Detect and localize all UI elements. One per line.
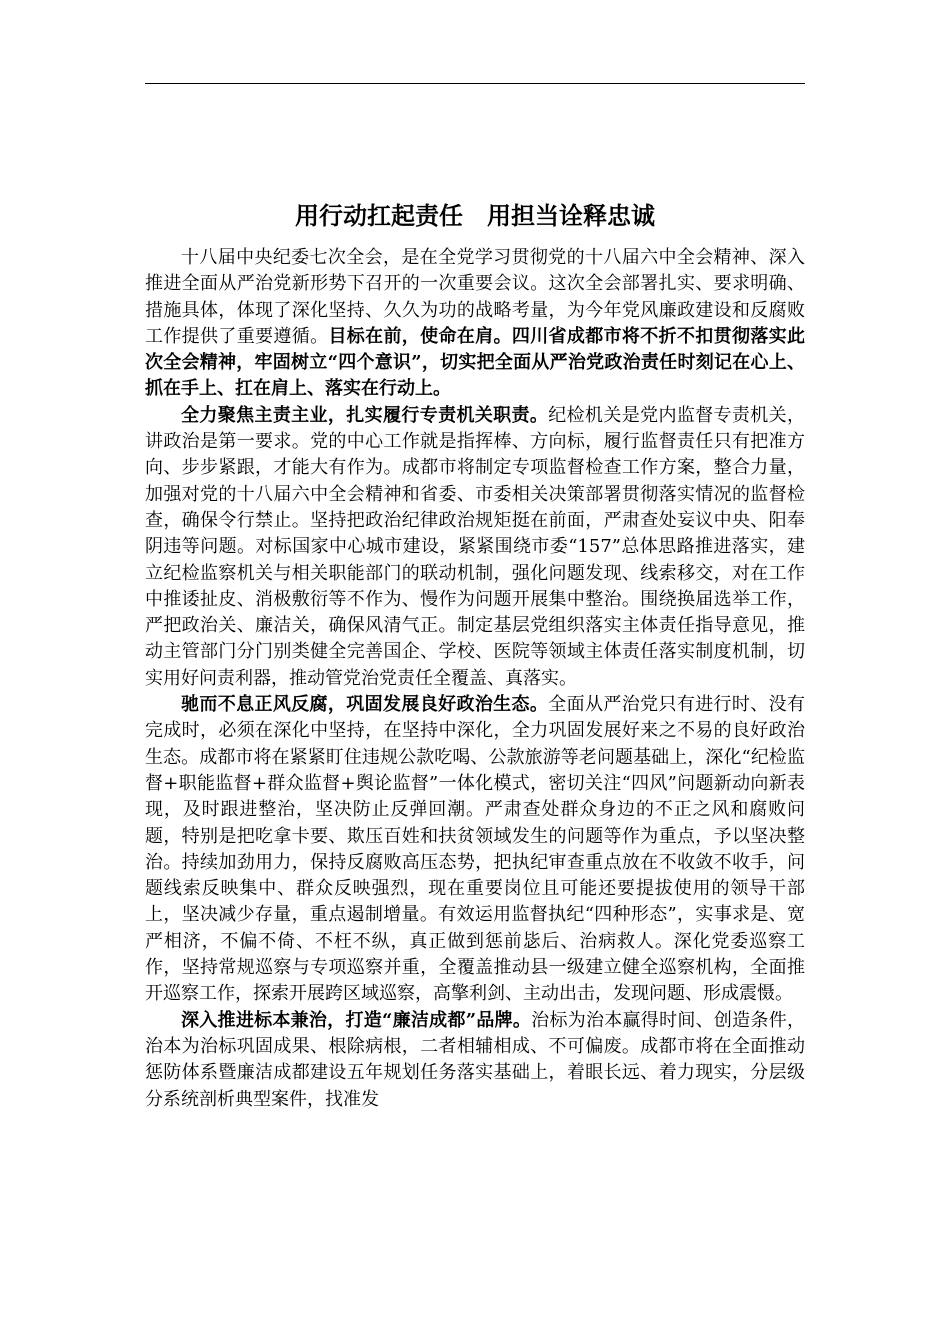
paragraph-section-3 bbox=[145, 1008, 805, 1113]
header-rule bbox=[145, 83, 805, 84]
paragraph-text: 十八届中央纪委七次全会，是在全党学习贯彻党的十八届六中全会精神、深入推进全面从严治党新形势下召开的一次重要会议。这次全会部署扎实、要求明确、措施具体，体现了深化坚持、久久为功的战略考量，为今年党风廉政建设和反腐败工作提供了重要遵循。 bbox=[145, 247, 805, 347]
paragraph-text: 纪检机关是党内监督专责机关，讲政治是第一要求。党的中心工作就是指挥棒、方向标，履行监督责任只有把准方向、步步紧跟，才能大有作为。成都市将制定专项监督检查工作方案，整合力量，加强对党的十八届六中全会精神和省委、市委相关决策部署贯彻落实情况的监督检查，确保令行禁止。坚持把政治纪律政治规矩挺在前面，严肃查处妄议中央、阳奉阴违等问题。对标国家中心城市建设，紧紧围绕市委“157”总体思路推进落实，建立纪检监察机关与相关职能部门的联动机制，强化问题发现、线索移交，对在工作中推诿扯皮、消极敷衍等不作为、慢作为问题开展集中整治。围绕换届选举工作，严把政治关、廉洁关，确保风清气正。制定基层党组织落实主体责任指导意见，推动主管部门分门别类健全完善国企、学校、医院等领域主体责任落实制度机制，切实用好问责利器，推动管党治党责任全覆盖、真落实。 bbox=[145, 404, 806, 689]
paragraph-text: 全面从严治党只有进行时、没有完成时，必须在深化中坚持，在坚持中深化，全力巩固发展好来之不易的良好政治生态。成都市将在紧紧盯住违规公款吃喝、公款旅游等老问题基础上，深化“纪检监督+职能监督+群众监督+舆论监督”一体化模式，密切关注“四风”问题新动向新表现，及时跟进整治，坚决防止反弹回潮。严肃查处群众身边的不正之风和腐败问题，特别是把吃拿卡要、欺压百姓和扶贫领域发生的问题等作为重点，予以坚决整治。持续加劲用力，保持反腐败高压态势，把执纪审查重点放在不收敛不收手，问题线索反映集中、群众反映强烈，现在重要岗位且可能还要提拔使用的领导干部上，坚决减少存量，重点遏制增量。有效运用监督执纪“四种形态”，实事求是、宽严相济，不偏不倚、不枉不纵，真正做到惩前毖后、治病救人。深化党委巡察工作，坚持常规巡察与专项巡察并重，全覆盖推动县一级建立健全巡察机构，全面推开巡察工作，探索开展跨区域巡察，高擎利剑、主动出击，发现问题、形成震慑。 bbox=[145, 694, 806, 1005]
document-body bbox=[145, 245, 805, 1113]
section-heading: 驰而不息正风反腐，巩固发展良好政治生态。 bbox=[181, 694, 549, 716]
paragraph-intro bbox=[145, 245, 805, 403]
section-heading: 深入推进标本兼治，打造“廉洁成都”品牌。 bbox=[181, 1009, 532, 1031]
paragraph-section-2 bbox=[145, 692, 805, 1008]
paragraph-section-1 bbox=[145, 403, 805, 692]
section-heading: 全力聚焦主责主业，扎实履行专责机关职责。 bbox=[181, 404, 549, 426]
paragraph-text: 治标为治本赢得时间、创造条件，治本为治标巩固成果、根除病根，二者相辅相成、不可偏废。成都市将在全面推动惩防体系暨廉洁成都建设五年规划任务落实基础上，着眼长远、着力现实，分层级分系统剖析典型案件，找准发 bbox=[145, 1009, 805, 1110]
paragraph-bold-tail: 目标在前，使命在肩。四川省成都市将不折不扣贯彻落实此次全会精神，牢固树立“四个意识”，切实把全面从严治党政治责任时刻记在心上、抓在手上、扛在肩上、落实在行动上。 bbox=[145, 325, 806, 400]
document-title: 用行动扛起责任 用担当诠释忠诚 bbox=[295, 202, 655, 231]
